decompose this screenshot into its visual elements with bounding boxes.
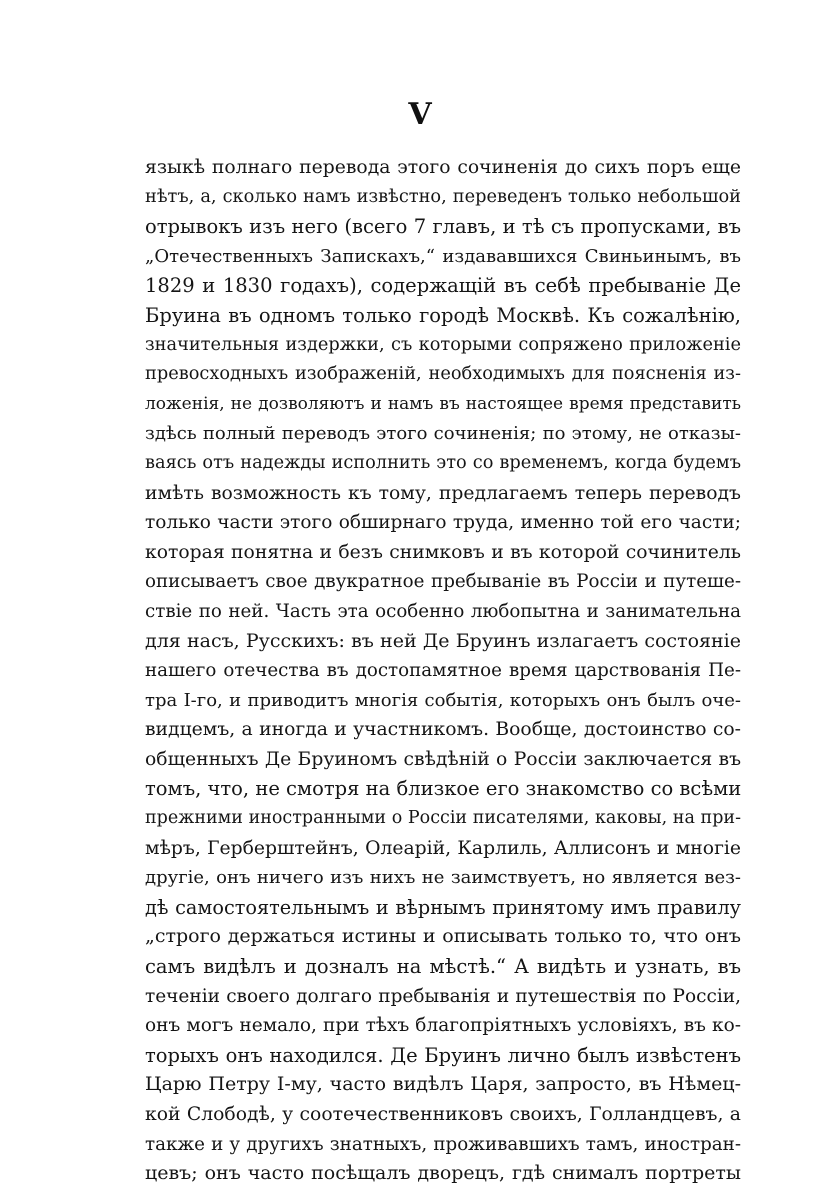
text-line: самъ видѣлъ и дозналъ на мѣстѣ.“ А видѣть и узнать, въ: [145, 955, 741, 979]
text-line: прежними иностранными о Россіи писателями, каковы, на при-: [145, 808, 741, 829]
text-line: дѣ самостоятельнымъ и вѣрнымъ принятому имъ правилу: [145, 895, 741, 919]
text-line: описываетъ свое двукратное пребываніе въ Россіи и путеше-: [145, 571, 741, 593]
text-line: 1829 и 1830 годахъ), содержащій въ себѣ пребываніе Де: [145, 274, 741, 298]
text-line: превосходныхъ изображеній, необходимыхъ для поясненія из-: [145, 364, 741, 385]
text-line: теченіи своего долгаго пребыванія и путешествія по Россіи,: [145, 985, 741, 1007]
text-line: языкѣ полнаго перевода этого сочиненія до сихъ поръ еще: [145, 157, 741, 178]
text-line: онъ могъ немало, при тѣхъ благопріятныхъ условіяхъ, въ ко-: [145, 1015, 741, 1037]
text-line: „строго держаться истины и описывать только то, что онъ: [145, 925, 741, 948]
text-line: видцемъ, а иногда и участникомъ. Вообще, достоинство со-: [145, 719, 741, 741]
text-line: отрывокъ изъ него (всего 7 главъ, и тѣ съ пропусками, въ: [145, 215, 741, 239]
text-line: мѣръ, Герберштейнъ, Олеарій, Карлиль, Аллисонъ и многіе: [145, 837, 741, 859]
text-line: цевъ; онъ часто посѣщалъ дворецъ, гдѣ снималъ портреты: [145, 1162, 741, 1185]
text-line: ложенія, не дозволяютъ и намъ въ настоящее время представить: [145, 393, 741, 414]
text-line: которая понятна и безъ снимковъ и въ которой сочинитель: [145, 541, 741, 563]
text-line: томъ, что, не смотря на близкое его знакомство со всѣми: [145, 777, 741, 801]
page-number: V: [408, 97, 432, 132]
text-line: значительныя издержки, съ которыми сопряжено приложеніе: [145, 334, 741, 355]
text-line: ствіе по ней. Часть эта особенно любопытна и занимательна: [145, 600, 741, 622]
text-line: общенныхъ Де Бруиномъ свѣдѣній о Россіи заключается въ: [145, 748, 741, 770]
text-line: „Отечественныхъ Запискахъ,“ издававшихся Свиньинымъ, въ: [145, 245, 741, 267]
text-line: только части этого обширнаго труда, именно той его части;: [145, 512, 741, 534]
text-line: тра I-го, и приводитъ многія событія, которыхъ онъ былъ оче-: [145, 689, 741, 711]
text-line: имѣть возможность къ тому, предлагаемъ теперь переводъ: [145, 482, 741, 504]
text-line: Бруина въ одномъ только городѣ Москвѣ. Къ сожалѣнію,: [145, 303, 741, 327]
text-line: ваясь отъ надежды исполнить это со временемъ, когда будемъ: [145, 452, 741, 473]
text-line: Царю Петру I-му, часто видѣлъ Царя, запросто, въ Нѣмец-: [145, 1073, 741, 1096]
text-line: другіе, онъ ничего изъ нихъ не заимствуетъ, но является вез-: [145, 867, 741, 889]
text-line: для насъ, Русскихъ: въ ней Де Бруинъ излагаетъ состояніе: [145, 629, 741, 652]
text-line: также и у другихъ знатныхъ, проживавшихъ тамъ, иностран-: [145, 1133, 741, 1155]
text-line: здѣсь полный переводъ этого сочиненія; по этому, не отказы-: [145, 423, 741, 445]
text-line: нашего отечества въ достопамятное время царствованія Пе-: [145, 660, 741, 682]
text-line: кой Слободѣ, у соотечественниковъ своихъ, Голландцевъ, а: [145, 1104, 741, 1125]
body-text: [145, 153, 741, 1189]
text-line: нѣтъ, а, сколько намъ извѣстно, переведенъ только небольшой: [145, 186, 741, 207]
text-line: торыхъ онъ находился. Де Бруинъ лично былъ извѣстенъ: [145, 1043, 741, 1067]
